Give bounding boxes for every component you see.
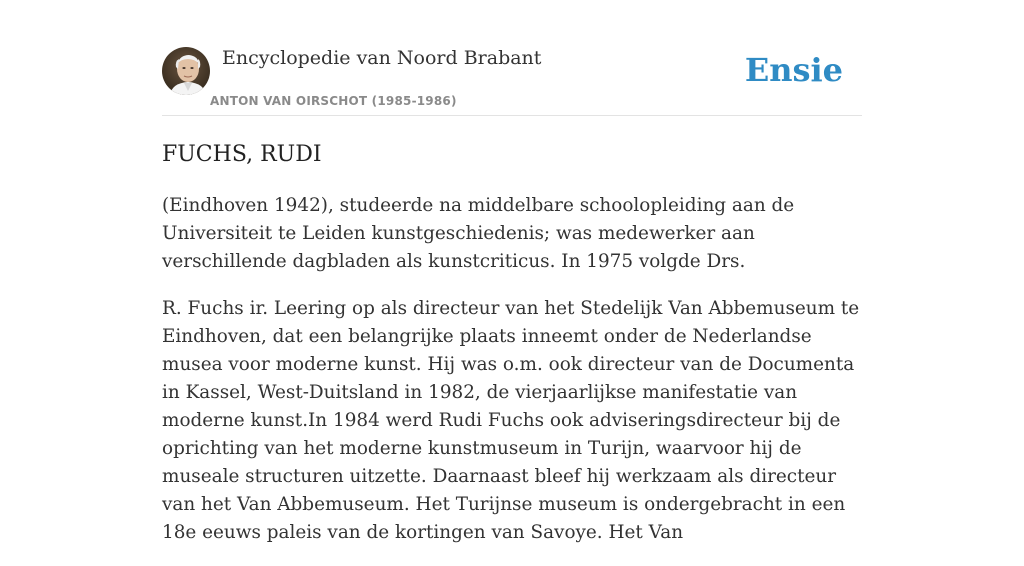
- ensie-logo[interactable]: Ensie: [744, 51, 843, 89]
- article-paragraph: (Eindhoven 1942), studeerde na middelbare schoolopleiding aan de Universiteit te Leiden kunstgeschiedenis; was medewerker aan verschillende dagbladen als kunstcriticus. In 1975 volgde Drs.: [162, 195, 795, 272]
- author-credit: ANTON VAN OIRSCHOT (1985-1986): [210, 94, 457, 108]
- source-title-link[interactable]: Encyclopedie van Noord Brabant: [222, 47, 542, 69]
- article-page: [162, 0, 862, 543]
- source-header: [162, 0, 862, 116]
- author-avatar[interactable]: [162, 47, 210, 95]
- article-body: [162, 192, 862, 566]
- article-title: FUCHS, RUDI: [162, 142, 322, 167]
- article-paragraph: R. Fuchs ir. Leering op als directeur van het Stedelijk Van Abbemuseum te Eindhoven, dat een belangrijke plaats inneemt onder de Nederlandse musea voor moderne kunst. Hij was o.m. ook directeur van de Documenta in Kassel, West-Duitsland in 1982, de vierjaarlijkse manifestatie van moderne kunst.In 1984 werd Rudi Fuchs ook adviseringsdirecteur bij de oprichting van het moderne kunstmuseum in Turijn, waarvoor hij de museale structuren uitzette. Daarnaast bleef hij werkzaam als directeur van het Van Abbemuseum. Het Turijnse museum is ondergebracht in een 18e eeuws paleis van de kortingen van Savoye. Het Van: [162, 298, 860, 543]
